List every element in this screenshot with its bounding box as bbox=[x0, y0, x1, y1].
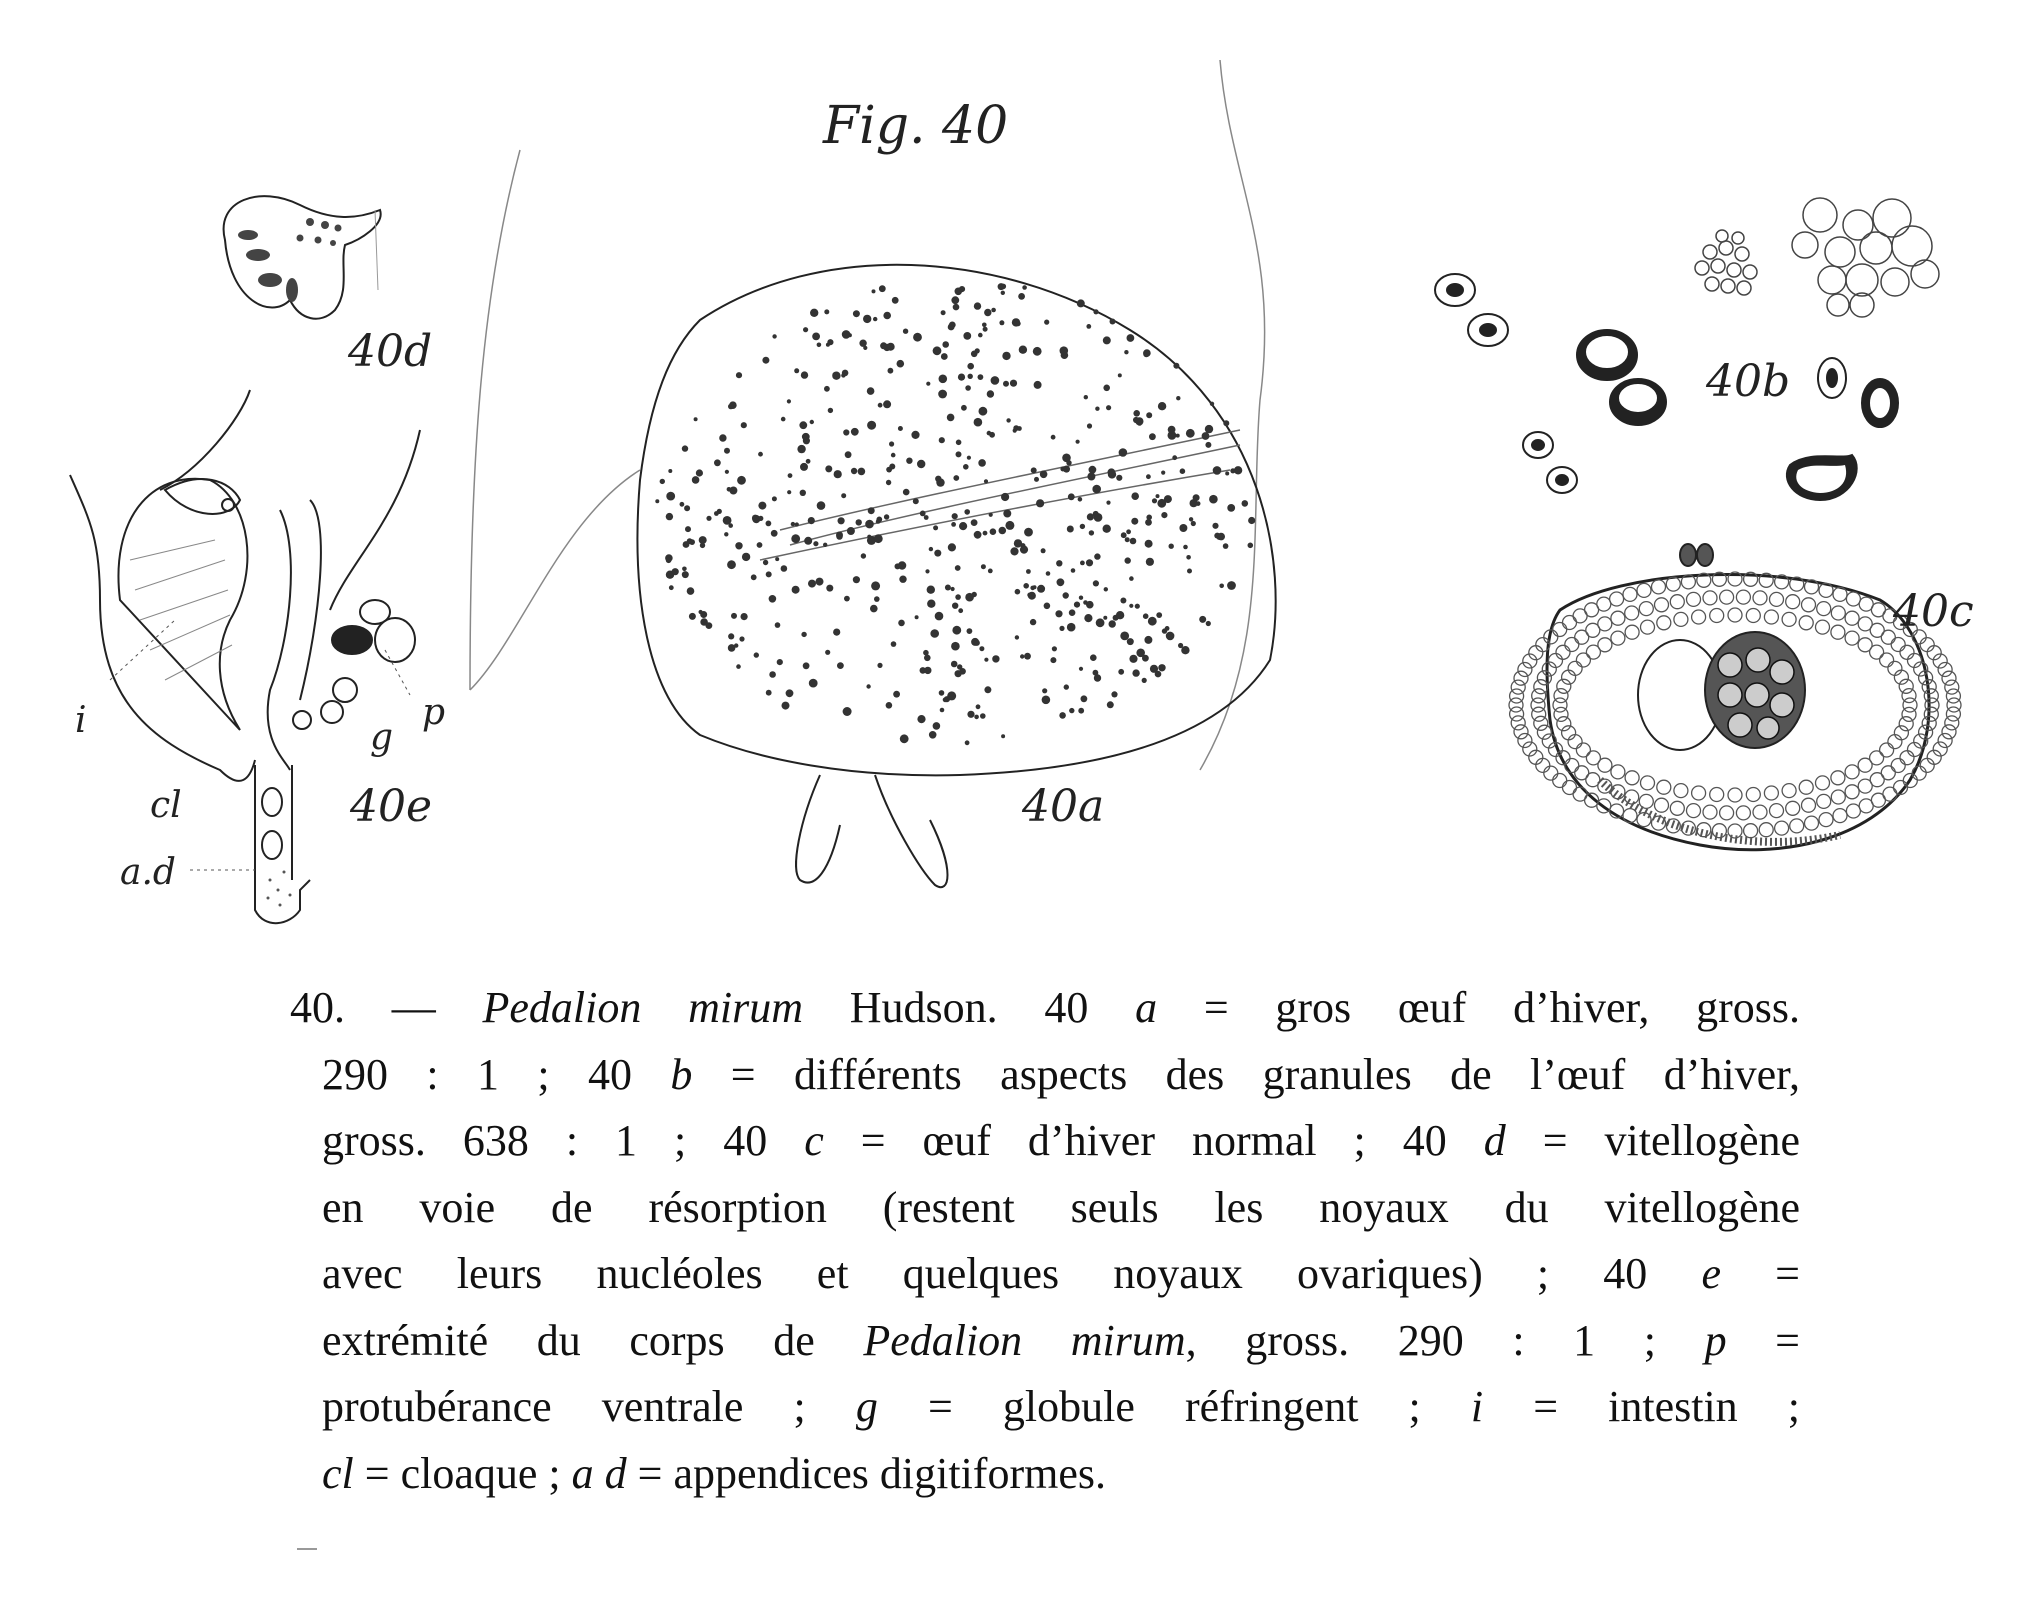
figure-40b-granules bbox=[1435, 198, 1939, 500]
caption-line-2: 290 : 1 ; 40 b = différents aspects des granules de l’œuf d’hiver, bbox=[322, 1049, 1800, 1099]
caption-line-7: protubérance ventrale ; g = globule réfringent ; i = intestin ; bbox=[322, 1382, 1801, 1431]
panel-label-40d: 40d bbox=[348, 326, 433, 377]
part-label-ad: a.d bbox=[120, 852, 176, 893]
part-label-i: i bbox=[75, 700, 87, 741]
panel-label-40a: 40a bbox=[1022, 781, 1105, 832]
figure-40e-body-end bbox=[70, 390, 420, 923]
figure-40d-vitellogene bbox=[224, 196, 381, 319]
figure-caption bbox=[290, 975, 1800, 1507]
caption-line-6: extrémité du corps de Pedalion mirum, gross. 290 : 1 ; p = bbox=[322, 1315, 1800, 1365]
page-mark bbox=[297, 1548, 317, 1550]
part-label-p: p bbox=[422, 692, 446, 733]
caption-line-3: gross. 638 : 1 ; 40 c = œuf d’hiver normal ; 40 d = vitellogène bbox=[322, 1116, 1801, 1165]
caption-line-1: 40. — Pedalion mirum Hudson. 40 a = gros œuf d’hiver, gross. bbox=[290, 983, 1801, 1032]
part-label-g: g bbox=[370, 717, 394, 758]
caption-line-8: cl = cloaque ; a d = appendices digitiformes. bbox=[322, 1448, 1106, 1498]
caption-line-5: avec leurs nucléoles et quelques noyaux ovariques) ; 40 e = bbox=[322, 1249, 1800, 1298]
figure-title: Fig. 40 bbox=[823, 96, 1009, 156]
part-label-cl: cl bbox=[150, 785, 182, 826]
figure-40a-winter-egg bbox=[638, 265, 1276, 887]
panel-label-40b: 40b bbox=[1706, 356, 1791, 407]
panel-label-40e: 40e bbox=[350, 781, 433, 832]
panel-label-40c: 40c bbox=[1893, 586, 1974, 637]
caption-line-4: en voie de résorption (restent seuls les noyaux du vitellogène bbox=[322, 1182, 1800, 1232]
